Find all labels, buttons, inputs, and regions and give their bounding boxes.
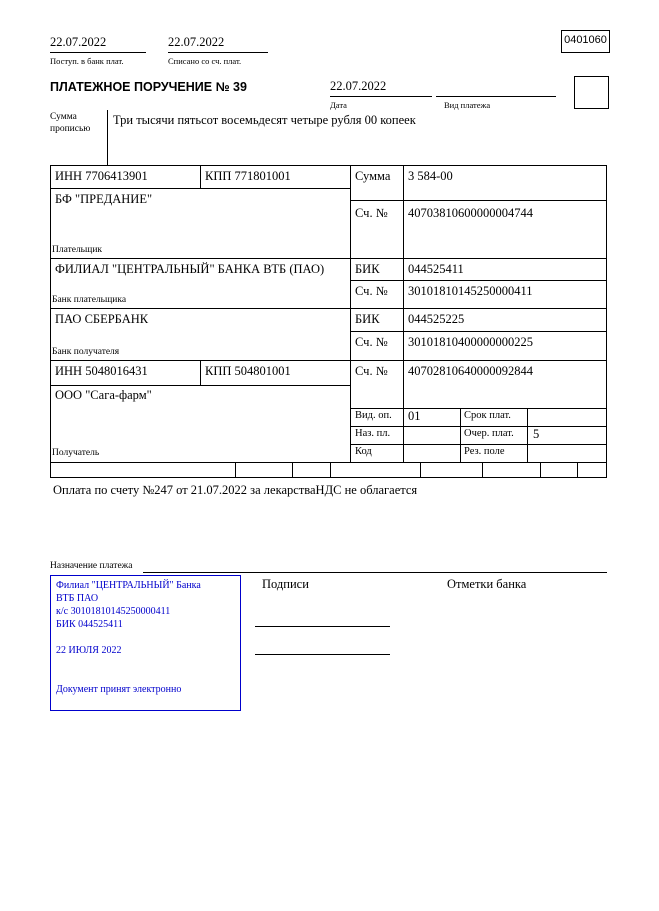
document-title: ПЛАТЕЖНОЕ ПОРУЧЕНИЕ № 39 bbox=[50, 80, 247, 94]
stamp-spacer bbox=[56, 670, 235, 683]
op-kind-label: Вид. оп. bbox=[355, 410, 392, 421]
code-label: Код bbox=[355, 446, 372, 457]
reserve-field-label: Рез. поле bbox=[464, 446, 505, 457]
payer-kpp: КПП 771801001 bbox=[205, 169, 291, 183]
amount-value: 3 584-00 bbox=[408, 169, 453, 183]
pay-purpose-code-label: Наз. пл. bbox=[355, 428, 391, 439]
beneficiary-bank-account: 30101810400000000225 bbox=[408, 335, 533, 349]
beneficiary-bank-account-label: Сч. № bbox=[355, 335, 388, 349]
beneficiary-account-label: Сч. № bbox=[355, 364, 388, 378]
table-border bbox=[50, 477, 607, 478]
payer-bank-account-label: Сч. № bbox=[355, 284, 388, 298]
bank-marks-heading: Отметки банка bbox=[447, 577, 527, 591]
table-border bbox=[460, 408, 461, 462]
stamp-spacer bbox=[56, 657, 235, 670]
signatures-heading: Подписи bbox=[262, 577, 309, 591]
beneficiary-name: ООО "Сага-фарм" bbox=[55, 388, 152, 402]
beneficiary-inn: ИНН 5048016431 bbox=[55, 364, 148, 378]
table-border bbox=[350, 444, 607, 445]
signature-line-2 bbox=[255, 654, 390, 655]
stamp-line: ВТБ ПАО bbox=[56, 593, 99, 604]
signature-line-1 bbox=[255, 626, 390, 627]
amount-label: Сумма bbox=[355, 169, 391, 183]
table-border bbox=[420, 462, 421, 477]
payment-kind-underline bbox=[436, 96, 556, 97]
payment-kind-box bbox=[574, 76, 609, 109]
table-border bbox=[50, 360, 607, 361]
table-border bbox=[292, 462, 293, 477]
table-border bbox=[235, 462, 236, 477]
amount-words-label-2: прописью bbox=[50, 124, 91, 134]
payer-bank-section-label: Банк плательщика bbox=[52, 295, 127, 305]
table-border bbox=[50, 308, 607, 309]
table-border bbox=[50, 385, 350, 386]
op-kind-value: 01 bbox=[408, 409, 421, 423]
pay-order-label: Очер. плат. bbox=[464, 428, 514, 439]
table-border bbox=[330, 462, 331, 477]
table-border bbox=[350, 200, 607, 201]
payer-name: БФ "ПРЕДАНИЕ" bbox=[55, 192, 153, 206]
beneficiary-kpp: КПП 504801001 bbox=[205, 364, 291, 378]
payer-inn: ИНН 7706413901 bbox=[55, 169, 148, 183]
table-border bbox=[403, 165, 404, 462]
payer-bank-bik-label: БИК bbox=[355, 262, 380, 276]
payment-kind-label: Вид платежа bbox=[444, 100, 491, 110]
received-date-label: Поступ. в банк плат. bbox=[50, 56, 124, 66]
table-border bbox=[350, 280, 607, 281]
table-border bbox=[482, 462, 483, 477]
stamp-line: Филиал "ЦЕНТРАЛЬНЫЙ" Банка bbox=[56, 580, 201, 591]
debited-date: 22.07.2022 bbox=[168, 35, 225, 49]
stamp-spacer bbox=[56, 631, 235, 644]
payment-purpose-text: Оплата по счету №247 от 21.07.2022 за лекарстваНДС не облагается bbox=[53, 483, 418, 497]
amount-words-label-1: Сумма bbox=[50, 112, 77, 122]
table-border bbox=[527, 408, 528, 462]
stamp-line: БИК 044525411 bbox=[56, 619, 123, 630]
payment-purpose-underline bbox=[143, 572, 607, 573]
table-border bbox=[350, 331, 607, 332]
payer-account: 40703810600000004744 bbox=[408, 206, 533, 220]
received-date: 22.07.2022 bbox=[50, 35, 107, 49]
payer-section-label: Плательщик bbox=[52, 245, 103, 255]
beneficiary-bank-section-label: Банк получателя bbox=[52, 347, 120, 357]
table-border bbox=[350, 165, 351, 462]
table-border bbox=[50, 258, 607, 259]
payment-purpose-label: Назначение платежа bbox=[50, 561, 133, 571]
stamp-line: 22 ИЮЛЯ 2022 bbox=[56, 645, 122, 656]
debited-date-label: Списано со сч. плат. bbox=[168, 56, 242, 66]
table-border bbox=[50, 165, 607, 166]
stamp-line: Документ принят электронно bbox=[56, 684, 182, 695]
payer-bank-name: ФИЛИАЛ "ЦЕНТРАЛЬНЫЙ" БАНКА ВТБ (ПАО) bbox=[55, 262, 325, 276]
table-border bbox=[350, 408, 607, 409]
table-border bbox=[350, 426, 607, 427]
beneficiary-section-label: Получатель bbox=[52, 448, 100, 458]
stamp-line: к/с 30101810145250000411 bbox=[56, 606, 171, 617]
payer-bank-account: 30101810145250000411 bbox=[408, 284, 533, 298]
pay-term-label: Срок плат. bbox=[464, 410, 511, 421]
payer-bank-bik: 044525411 bbox=[408, 262, 464, 276]
beneficiary-bank-bik-label: БИК bbox=[355, 312, 380, 326]
table-border bbox=[50, 462, 607, 463]
document-date: 22.07.2022 bbox=[330, 79, 387, 93]
received-date-underline bbox=[50, 52, 146, 53]
table-border bbox=[200, 360, 201, 385]
table-border bbox=[540, 462, 541, 477]
amount-in-words: Три тысячи пятьсот восемьдесят четыре рубля 00 копеек bbox=[113, 113, 416, 127]
table-border bbox=[50, 188, 350, 189]
beneficiary-bank-name: ПАО СБЕРБАНК bbox=[55, 312, 149, 326]
form-code-box: 0401060 bbox=[561, 30, 610, 53]
pay-order-value: 5 bbox=[533, 427, 540, 441]
bank-stamp bbox=[50, 575, 241, 711]
payer-account-label: Сч. № bbox=[355, 206, 388, 220]
table-border bbox=[200, 165, 201, 188]
table-border bbox=[50, 165, 51, 477]
debited-date-underline bbox=[168, 52, 268, 53]
beneficiary-account: 40702810640000092844 bbox=[408, 364, 533, 378]
amount-words-divider bbox=[107, 110, 108, 165]
table-border bbox=[606, 165, 607, 477]
date-label: Дата bbox=[330, 100, 347, 110]
beneficiary-bank-bik: 044525225 bbox=[408, 312, 465, 326]
table-border bbox=[577, 462, 578, 477]
date-underline bbox=[330, 96, 432, 97]
